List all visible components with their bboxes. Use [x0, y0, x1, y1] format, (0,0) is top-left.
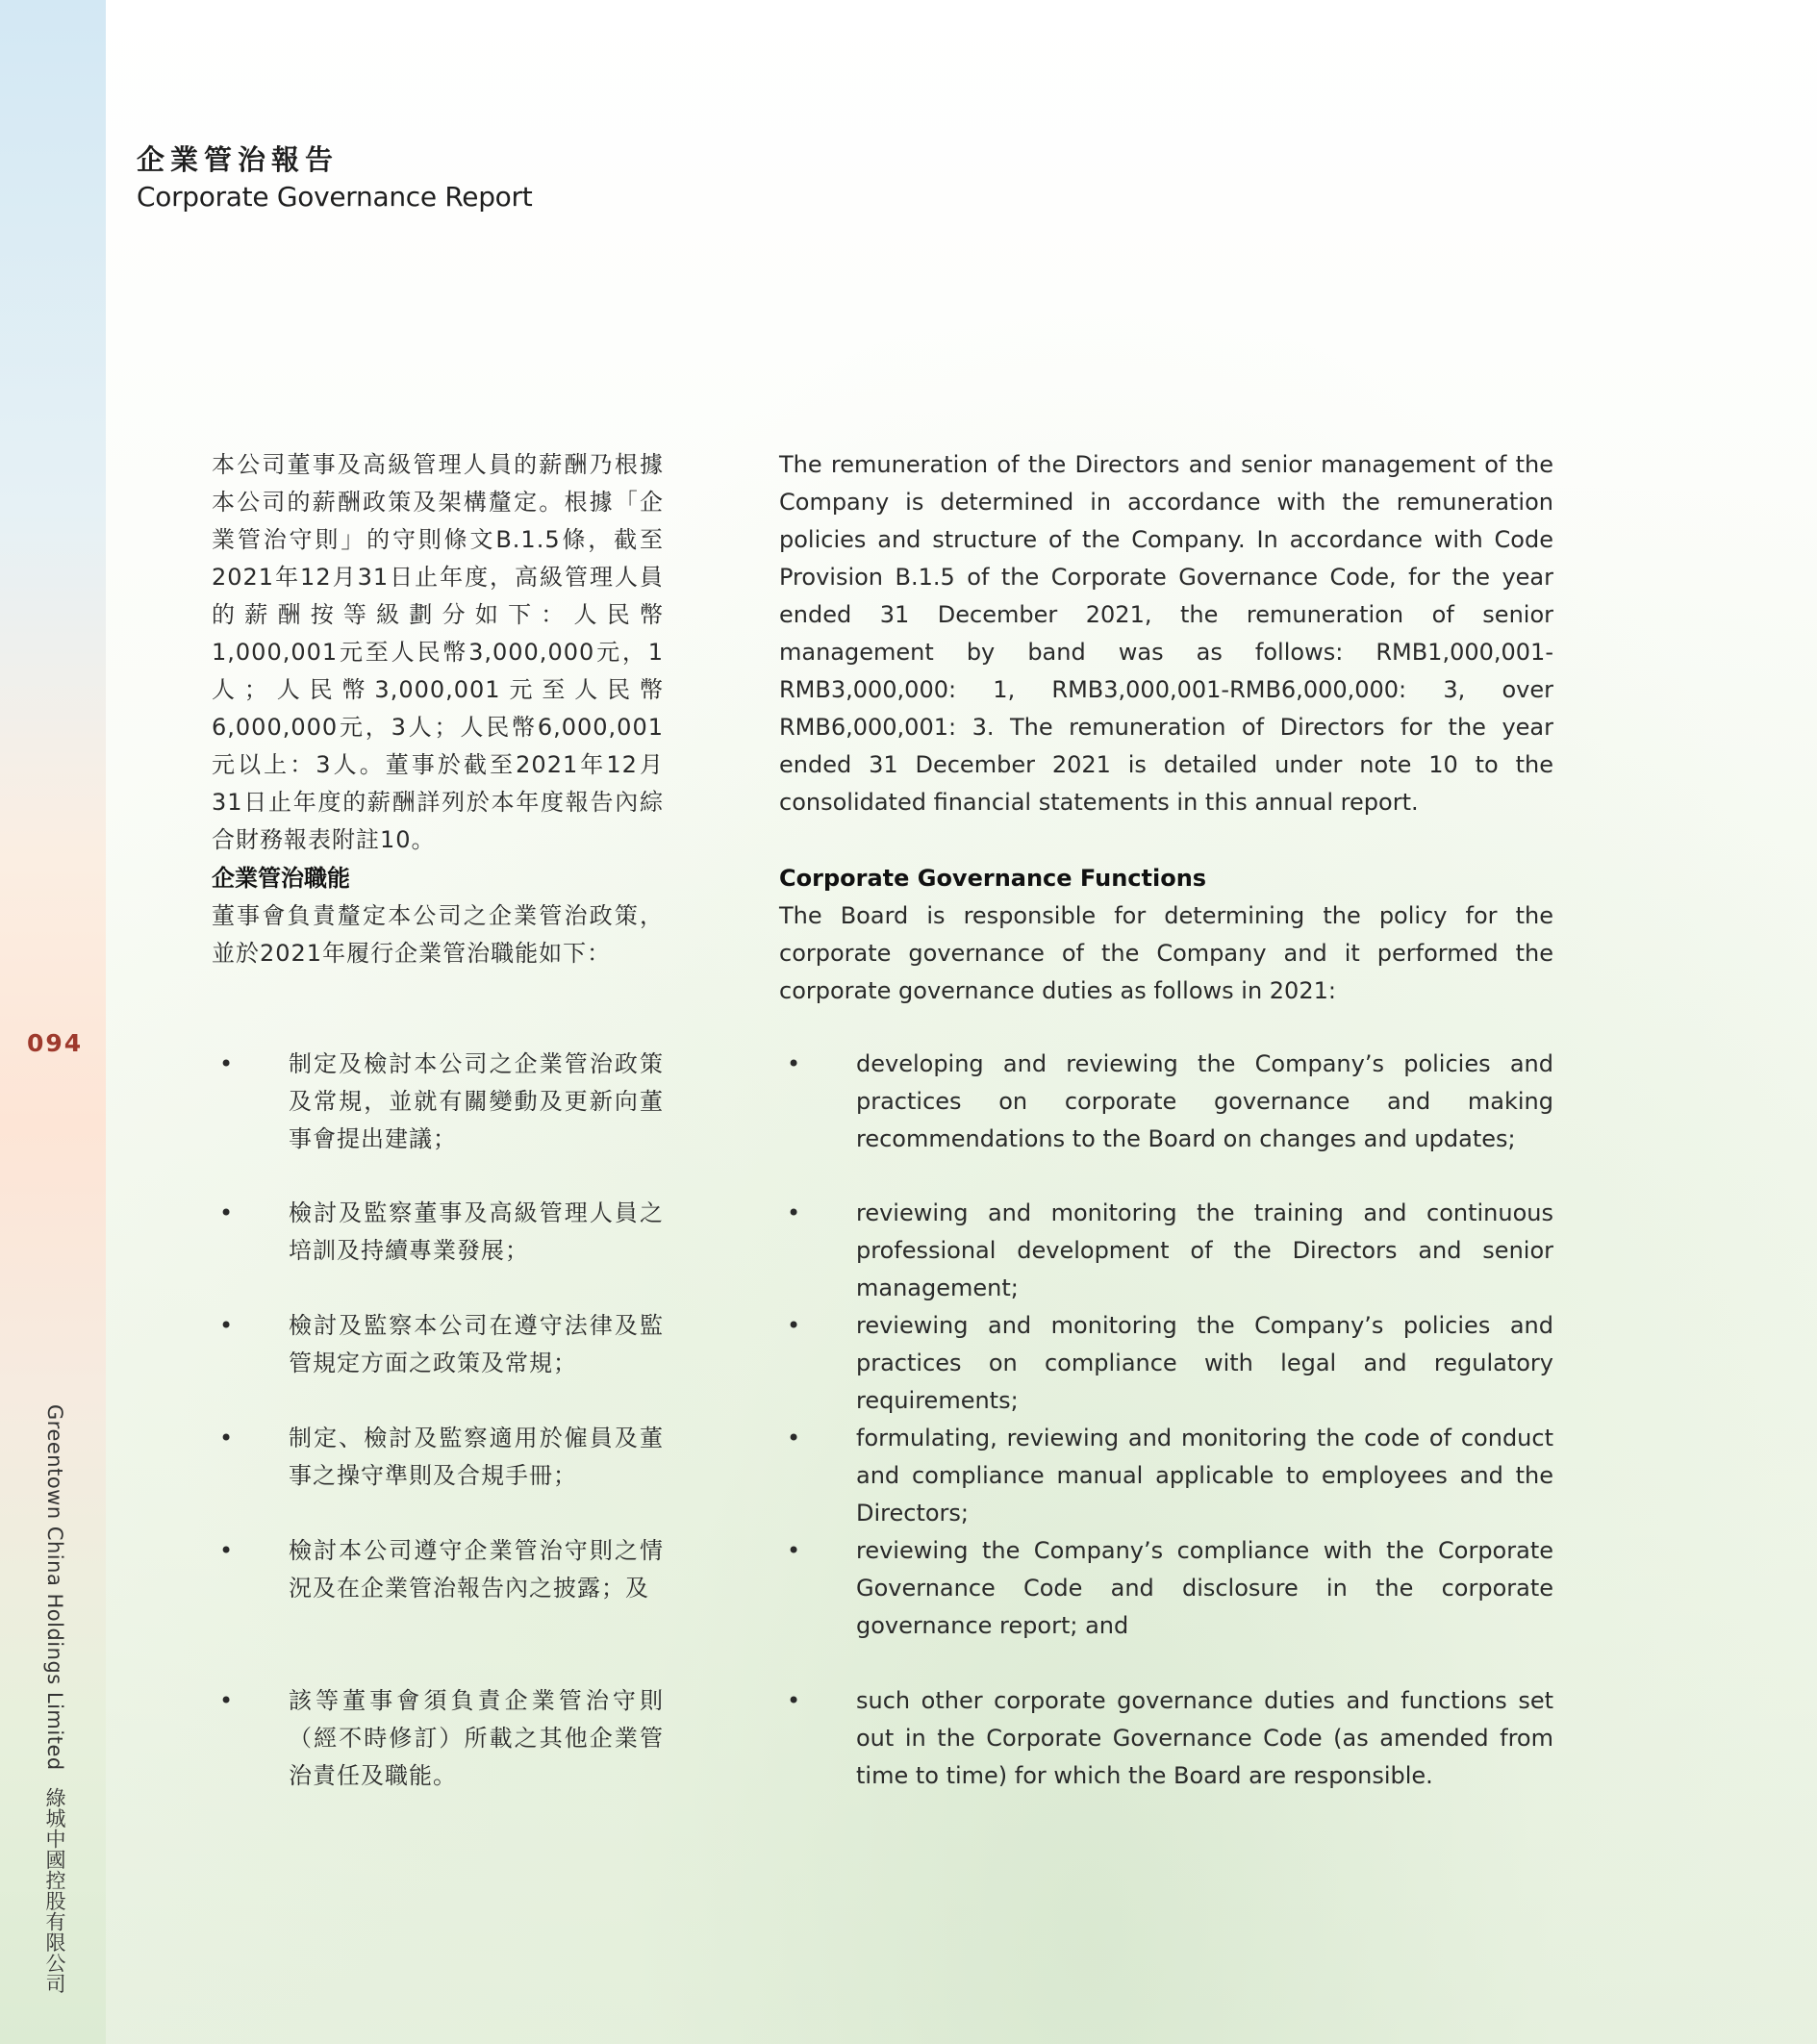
remuneration-block-en [779, 446, 1553, 860]
list-item-text: reviewing and monitoring the Company’s policies and practices on compliance with legal and regulatory requirements; [856, 1312, 1553, 1414]
list-item [212, 1420, 664, 1532]
list-item-text: 制定及檢討本公司之企業管治政策及常規，並就有關變動及更新向董事會提出建議； [289, 1050, 664, 1152]
list-item-text: 制定、檢討及監察適用於僱員及董事之操守準則及合規手冊； [289, 1425, 664, 1489]
list-item [212, 1532, 664, 1682]
bullet-icon: • [787, 1050, 801, 1077]
list-item [779, 1046, 1553, 1195]
functions-section-en [779, 860, 1553, 1046]
page-number: 094 [27, 1029, 84, 1057]
bullet-icon: • [787, 1537, 801, 1564]
bullet-icon: • [219, 1537, 234, 1564]
list-item [779, 1682, 1553, 1798]
bullet-icon: • [219, 1312, 234, 1339]
remuneration-paragraph-en: The remuneration of the Directors and senior management of the Company is determined in accordance with the remuneration policies and structure of the Company. In accordance with Code Provision B.1.5 of the Corporate Governance Code, for the year ended 31 December 2021, the remuneration of senior management by band was as follows: RMB1,000,001-RMB3,000,000: 1, RMB3,000,001-RMB6,000,000: 3, over RMB6,000,001: 3. The remuneration of Directors for the year ended 31 December 2021 is detailed under note 10 to the consolidated financial statements in this annual report. [779, 451, 1553, 816]
functions-list-en [779, 1046, 1553, 1798]
functions-heading-en: Corporate Governance Functions [779, 865, 1207, 892]
list-item [212, 1307, 664, 1420]
list-item [779, 1307, 1553, 1420]
page-title-en: Corporate Governance Report [137, 180, 533, 213]
list-item [212, 1682, 664, 1798]
list-item-text: reviewing the Company’s compliance with the Corporate Governance Code and disclosure in the corporate governance report; and [856, 1537, 1553, 1639]
functions-intro-en: The Board is responsible for determining the policy for the corporate governance of the Company and it performed the corporate governance duties as follows in 2021: [779, 902, 1553, 1004]
bullet-icon: • [787, 1199, 801, 1226]
page-title [137, 142, 532, 214]
bullet-icon: • [219, 1687, 234, 1714]
list-item [779, 1195, 1553, 1307]
functions-list-zh [212, 1046, 664, 1798]
english-column [779, 446, 1553, 1798]
chinese-column [212, 446, 664, 1798]
list-item-text: 該等董事會須負責企業管治守則（經不時修訂）所載之其他企業管治責任及職能。 [289, 1687, 664, 1789]
bullet-icon: • [787, 1312, 801, 1339]
functions-heading-zh: 企業管治職能 [212, 865, 350, 892]
company-name-zh: 綠城中國控股有限公司 [43, 1786, 66, 1994]
remuneration-block-zh [212, 446, 664, 860]
page-title-zh: 企業管治報告 [137, 143, 340, 176]
list-item [212, 1046, 664, 1195]
list-item [212, 1195, 664, 1307]
bullet-icon: • [787, 1425, 801, 1451]
list-item-text: 檢討及監察本公司在遵守法律及監管規定方面之政策及常規； [289, 1312, 664, 1376]
side-strip [0, 0, 106, 2044]
bullet-icon: • [787, 1687, 801, 1714]
remuneration-paragraph-zh: 本公司董事及高級管理人員的薪酬乃根據本公司的薪酬政策及架構釐定。根據「企業管治守則」的守則條文B.1.5條，截至2021年12月31日止年度，高級管理人員的薪酬按等級劃分如下：人民幣1,000,001元至人民幣3,000,000元，1人；人民幣3,000,001元至人民幣6,000,000元，3人；人民幣6,000,001元以上：3人。董事於截至2021年12月31日止年度的薪酬詳列於本年度報告內綜合財務報表附註10。 [212, 451, 664, 853]
bullet-icon: • [219, 1199, 234, 1226]
list-item-text: formulating, reviewing and monitoring the code of conduct and compliance manual applicable to employees and the Directors; [856, 1425, 1553, 1527]
list-item-text: 檢討本公司遵守企業管治守則之情況及在企業管治報告內之披露；及 [289, 1537, 664, 1602]
bullet-icon: • [219, 1050, 234, 1077]
bullet-icon: • [219, 1425, 234, 1451]
list-item-text: such other corporate governance duties and functions set out in the Corporate Governance Code (as amended from time to time) for which the Board are responsible. [856, 1687, 1553, 1789]
list-item [779, 1420, 1553, 1532]
list-item-text: developing and reviewing the Company’s policies and practices on corporate governance and making recommendations to the Board on changes and updates; [856, 1050, 1553, 1152]
company-name-en: Greentown China Holdings Limited [43, 1404, 66, 1771]
company-name-vertical [40, 1404, 69, 2004]
functions-section-zh [212, 860, 664, 1046]
list-item [779, 1532, 1553, 1682]
list-item-text: reviewing and monitoring the training and continuous professional development of the Directors and senior management; [856, 1199, 1553, 1301]
list-item-text: 檢討及監察董事及高級管理人員之培訓及持續專業發展； [289, 1199, 664, 1264]
functions-intro-zh: 董事會負責釐定本公司之企業管治政策，並於2021年履行企業管治職能如下： [212, 902, 664, 967]
